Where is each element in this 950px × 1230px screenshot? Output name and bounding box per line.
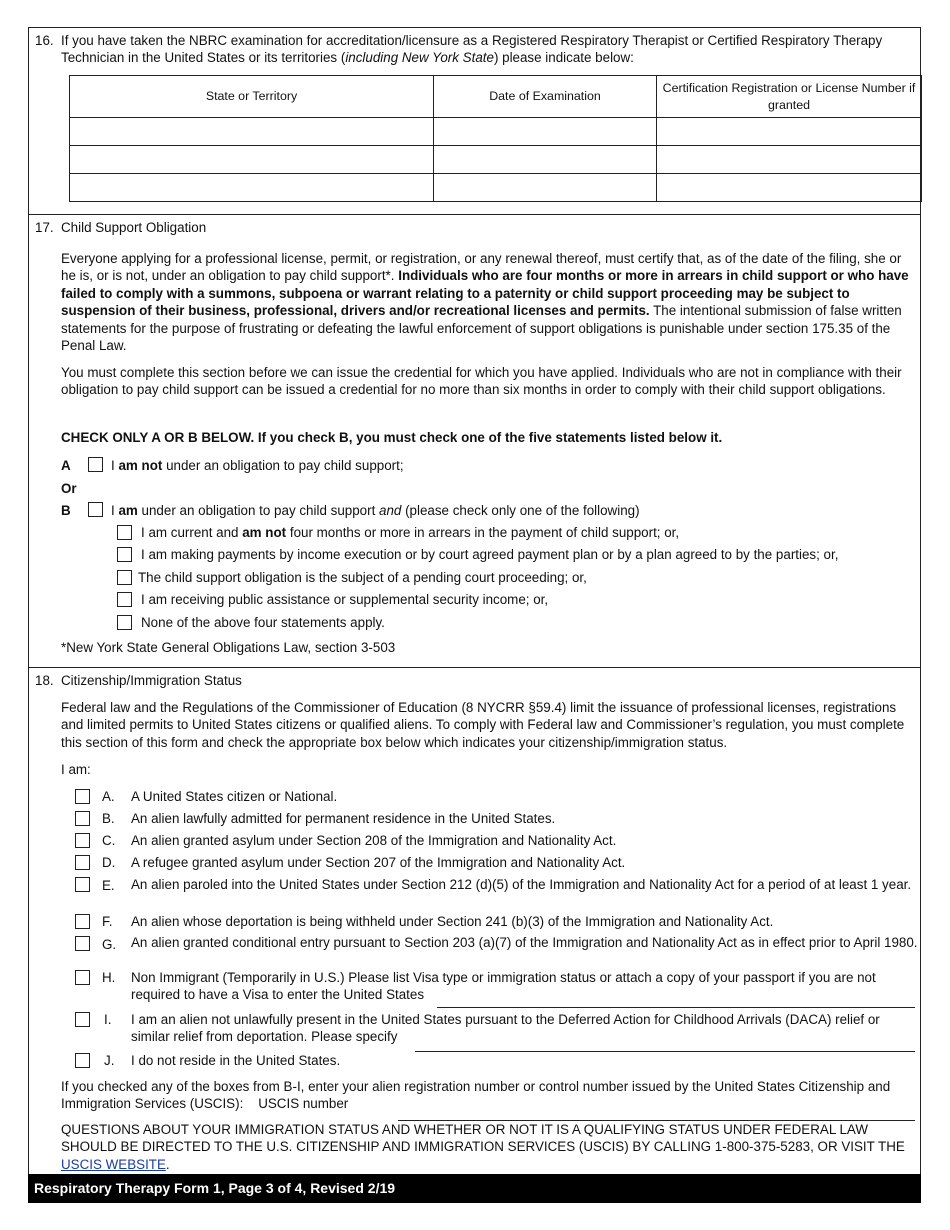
status-f-checkbox[interactable] (75, 914, 90, 929)
status-h-text: Non Immigrant (Temporarily in U.S.) Please list Visa type or immigration status or attach a copy of your passport if you are not required to have a Visa to enter the United States (131, 970, 876, 1003)
sub-option-5-text: None of the above four statements apply. (141, 615, 385, 630)
option-b-checkbox[interactable] (88, 502, 103, 517)
table-row (70, 118, 922, 146)
table-row (70, 174, 922, 202)
status-d-letter: D. (102, 855, 116, 870)
sub-option-4-text: I am receiving public assistance or supplemental security income; or, (141, 592, 549, 607)
q17-paragraph-1: Everyone applying for a professional license, permit, or registration, or any renewal thereof, must certify that, as of the date of the filing, she or he is, or is not, under an obligation to pay child support*. Individuals who are four months or more in arrears in child support or who have failed to comply with a summons, subpoena or warrant relating to a paternity or child support proceeding may be subject to suspension of their business, professional, drivers and/or recreational licenses and permits. The intentional submission of false written statements for the purpose of frustrating or defeating the lawful enforcement of support obligations is punishable under section 175.35 of the Penal Law. (61, 251, 909, 354)
sub-option-1-text: I am current and am not four months or more in arrears in the payment of child support; or, (141, 525, 680, 540)
sub-option-4-checkbox[interactable] (117, 592, 132, 607)
state-input-1[interactable] (70, 118, 434, 146)
sub-option-2-checkbox[interactable] (117, 547, 132, 562)
sub-option-5-checkbox[interactable] (117, 615, 132, 630)
date-input-1[interactable] (434, 118, 657, 146)
section-divider (28, 667, 921, 668)
q17-instruction: CHECK ONLY A OR B BELOW. If you check B, you must check one of the five statements listed below it. (61, 430, 723, 445)
table-row (70, 146, 922, 174)
table-header-row (70, 76, 922, 118)
status-g-checkbox[interactable] (75, 936, 90, 951)
q16-text: If you have taken the NBRC examination for accreditation/licensure as a Registered Respiratory Therapist or Certified Respiratory Therapy Technician in the United States or its territories (including New York State) please indicate below: (61, 33, 883, 66)
col-state-header: State or Territory (70, 76, 434, 118)
status-c-letter: C. (102, 833, 116, 848)
status-c-text: An alien granted asylum under Section 208 of the Immigration and Nationality Act. (131, 833, 617, 848)
state-input-2[interactable] (70, 146, 434, 174)
uscis-number-label: USCIS number (258, 1096, 349, 1112)
status-h-checkbox[interactable] (75, 970, 90, 985)
uscis-questions-note: QUESTIONS ABOUT YOUR IMMIGRATION STATUS AND WHETHER OR NOT IT IS A QUALIFYING STATUS UNDER FEDERAL LAW SHOULD BE DIRECTED TO THE U.S. CITIZENSHIP AND IMMIGRATION SERVICES (USCIS) BY CALLING 1-800-375-5283, OR VISIT THE USCIS WEBSITE. (61, 1122, 905, 1172)
status-i-text: I am an alien not unlawfully present in the United States pursuant to the Deferred Action for Childhood Arrivals (DACA) relief or similar relief from deportation. Please specify (131, 1012, 880, 1045)
col-license-header: Certification Registration or License Number if granted (657, 76, 922, 118)
sub-option-2-text: I am making payments by income execution or by court agreed payment plan or by a plan agreed to by the parties; or, (141, 547, 839, 562)
uscis-website-link[interactable]: USCIS WEBSITE (61, 1156, 166, 1172)
col-date-header: Date of Examination (434, 76, 657, 118)
status-j-letter: J. (104, 1053, 115, 1068)
q17-number: 17. (35, 220, 54, 235)
sub-option-3-text: The child support obligation is the subject of a pending court proceeding; or, (138, 570, 587, 585)
option-a-label: A (61, 458, 71, 473)
status-i-letter: I. (104, 1012, 112, 1027)
q18-title: Citizenship/Immigration Status (61, 673, 242, 688)
status-c-checkbox[interactable] (75, 833, 90, 848)
status-e-letter: E. (102, 878, 115, 893)
status-a-letter: A. (102, 789, 115, 804)
status-d-text: A refugee granted asylum under Section 207 of the Immigration and Nationality Act. (131, 855, 626, 870)
nbrc-exam-table (69, 75, 922, 202)
status-f-text: An alien whose deportation is being withheld under Section 241 (b)(3) of the Immigration and Nationality Act. (131, 914, 774, 929)
page-footer: Respiratory Therapy Form 1, Page 3 of 4, Revised 2/19 (28, 1174, 921, 1203)
status-a-checkbox[interactable] (75, 789, 90, 804)
option-a-checkbox[interactable] (88, 457, 103, 472)
status-g-letter: G. (102, 937, 117, 952)
license-input-3[interactable] (657, 174, 922, 202)
option-b-label: B (61, 503, 71, 518)
status-a-text: A United States citizen or National. (131, 789, 338, 804)
status-b-checkbox[interactable] (75, 811, 90, 826)
status-j-checkbox[interactable] (75, 1053, 90, 1068)
status-i-checkbox[interactable] (75, 1012, 90, 1027)
sub-option-1-checkbox[interactable] (117, 525, 132, 540)
status-j-text: I do not reside in the United States. (131, 1053, 341, 1068)
or-label: Or (61, 481, 77, 496)
date-input-3[interactable] (434, 174, 657, 202)
date-input-2[interactable] (434, 146, 657, 174)
sub-option-3-checkbox[interactable] (117, 570, 132, 585)
q16-number: 16. (35, 33, 54, 48)
status-f-letter: F. (102, 914, 113, 929)
q18-intro: Federal law and the Regulations of the Commissioner of Education (8 NYCRR §59.4) limit the issuance of professional licenses, registrations and limited permits to United States citizens or qualified aliens. To comply with Federal law and Commissioner’s regulation, you must complete this section of this form and check the appropriate box below which indicates your citizenship/immigration status. (61, 700, 905, 750)
option-b-text: I am under an obligation to pay child support and (please check only one of the following) (111, 503, 640, 518)
state-input-3[interactable] (70, 174, 434, 202)
status-e-text: An alien paroled into the United States under Section 212 (d)(5) of the Immigration and Nationality Act for a period of at least 1 year. (131, 877, 912, 892)
option-a-text: I am not under an obligation to pay child support; (111, 458, 404, 473)
status-e-checkbox[interactable] (75, 877, 90, 892)
license-input-1[interactable] (657, 118, 922, 146)
status-h-letter: H. (102, 970, 116, 985)
q17-paragraph-2: You must complete this section before we can issue the credential for which you have applied. Individuals who are not in compliance with their obligation to pay child support can be issued a credential for no more than six months in order to comply with their child support obligations. (61, 365, 902, 398)
license-input-2[interactable] (657, 146, 922, 174)
status-g-text: An alien granted conditional entry pursuant to Section 203 (a)(7) of the Immigration and Nationality Act as in effect prior to April 1980. (131, 935, 918, 950)
q17-footnote: *New York State General Obligations Law, section 3-503 (61, 640, 396, 655)
i-am-label: I am: (61, 762, 91, 777)
status-d-checkbox[interactable] (75, 855, 90, 870)
status-b-letter: B. (102, 811, 115, 826)
q18-number: 18. (35, 673, 54, 688)
visa-type-line[interactable] (437, 1007, 915, 1008)
section-divider (28, 214, 921, 215)
q17-title: Child Support Obligation (61, 220, 207, 235)
status-b-text: An alien lawfully admitted for permanent residence in the United States. (131, 811, 556, 826)
uscis-instruction: If you checked any of the boxes from B-I, enter your alien registration number or control number issued by the United States Citizenship and Immigration Services (USCIS): USCIS number (61, 1079, 891, 1112)
